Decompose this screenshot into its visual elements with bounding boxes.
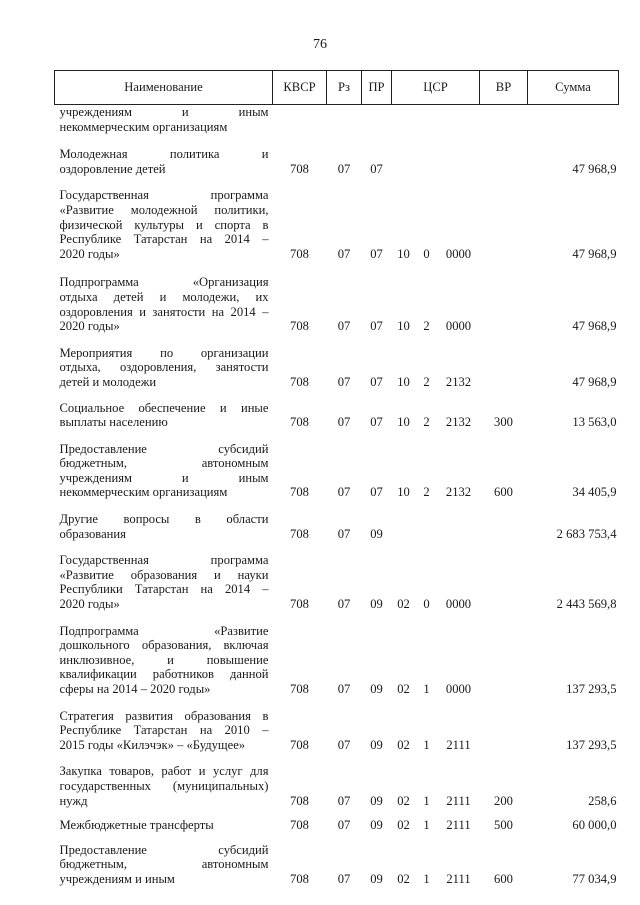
cell-rz: 07 xyxy=(337,682,351,696)
table-row xyxy=(55,105,619,138)
cell-csr-program: 02 xyxy=(397,737,410,752)
row-name-line: 2020 годы» xyxy=(59,597,120,612)
cell-csr-item: 0000 xyxy=(445,319,472,334)
cell-csr-program: 10 xyxy=(397,246,410,261)
row-name-line: 2020 годы» xyxy=(59,246,120,261)
cell-sum: 137 293,5 xyxy=(566,737,617,752)
cell-csr-subprogram: 0 xyxy=(423,246,430,261)
cell-csr-program: 02 xyxy=(397,597,410,612)
cell-rz: 07 xyxy=(337,415,351,430)
cell-rz: 07 xyxy=(337,793,351,808)
table-row xyxy=(55,264,619,336)
header-vr: ВР xyxy=(480,71,528,105)
table-row xyxy=(55,700,619,756)
row-name-line: некоммерческим организациям xyxy=(59,119,228,134)
cell-csr-subprogram: 2 xyxy=(423,319,430,334)
table-row xyxy=(55,337,619,393)
cell-csr-item xyxy=(438,137,480,179)
cell-csr-item: 0000 xyxy=(445,597,472,612)
cell-csr-subprogram: 2 xyxy=(423,415,430,430)
row-name-line: Социальное обеспечение и иные xyxy=(59,400,269,415)
cell-csr-item: 0000 xyxy=(445,246,472,261)
cell-csr-item: 2111 xyxy=(446,818,471,833)
row-name xyxy=(55,615,273,700)
header-sum: Сумма xyxy=(528,71,619,105)
row-name-line: Предоставление субсидий xyxy=(59,842,269,857)
table-row xyxy=(55,755,619,811)
cell-pr: 07 xyxy=(370,246,383,261)
cell-csr-item: 2111 xyxy=(446,737,471,752)
row-name-line: Подпрограмма «Развитие xyxy=(59,623,269,638)
table-row xyxy=(55,811,619,836)
cell-kvsr: 708 xyxy=(290,526,309,541)
cell-vr xyxy=(480,264,528,336)
row-name-line: бюджетным, автономным xyxy=(59,456,269,471)
cell-csr-item: 2132 xyxy=(445,485,472,500)
header-csr: ЦСР xyxy=(392,71,480,105)
cell-kvsr: 708 xyxy=(290,871,309,886)
cell-pr: 07 xyxy=(370,319,383,334)
cell-rz: 07 xyxy=(337,737,351,752)
cell-csr-program: 02 xyxy=(397,682,410,696)
cell-csr-subprogram: 0 xyxy=(423,597,430,612)
cell-rz: 07 xyxy=(337,485,351,500)
row-name-line: государственных (муниципальных) xyxy=(59,778,269,793)
row-name-line: оздоровления и занятости на 2014 – xyxy=(59,304,269,319)
row-name xyxy=(55,337,273,393)
cell-csr-subprogram: 1 xyxy=(423,793,430,808)
cell-vr: 600 xyxy=(494,485,513,500)
cell-vr: 200 xyxy=(494,793,513,808)
cell-csr-subprogram: 2 xyxy=(423,485,430,500)
cell-rz: 07 xyxy=(337,597,351,612)
cell-kvsr: 708 xyxy=(290,161,309,176)
cell-vr: 600 xyxy=(494,871,513,886)
row-name-line: отдыха детей и молодежи, их xyxy=(59,289,269,304)
cell-kvsr: 708 xyxy=(290,374,309,389)
table-row xyxy=(55,433,619,503)
cell-csr-item: 2132 xyxy=(445,374,472,389)
cell-vr xyxy=(480,337,528,393)
cell-vr xyxy=(480,137,528,179)
cell-csr-item: 2132 xyxy=(445,415,472,430)
row-name xyxy=(55,811,273,836)
row-name xyxy=(55,755,273,811)
row-name xyxy=(55,264,273,336)
row-name-line: учреждениям и иным xyxy=(59,470,269,485)
row-name-line: Межбюджетные трансферты xyxy=(59,818,214,833)
row-name-line: «Развитие образования и науки xyxy=(59,567,269,582)
cell-csr-program: 02 xyxy=(397,818,410,833)
cell-kvsr: 708 xyxy=(290,793,309,808)
cell-csr-item: 0000 xyxy=(445,682,472,696)
cell-kvsr: 708 xyxy=(290,682,309,696)
cell-csr-item: 2111 xyxy=(446,793,471,808)
row-name-line: нужд xyxy=(59,793,88,808)
row-name-line: некоммерческим организациям xyxy=(59,485,228,500)
header-pr: ПР xyxy=(362,71,392,105)
row-name xyxy=(55,544,273,614)
cell-vr: 500 xyxy=(494,818,513,833)
cell-kvsr xyxy=(273,105,327,138)
cell-csr-subprogram: 1 xyxy=(423,871,430,886)
row-name-line: квалификации работников данной xyxy=(59,667,269,682)
row-name-line: детей и молодежи xyxy=(59,374,157,389)
row-name-line: дошкольного образования, включая xyxy=(59,638,269,653)
table-header-row xyxy=(55,71,619,105)
row-name xyxy=(55,393,273,433)
cell-csr-program: 10 xyxy=(397,374,410,389)
table-body xyxy=(55,105,619,890)
cell-kvsr: 708 xyxy=(290,485,309,500)
table-row xyxy=(55,179,619,264)
row-name-line: «Развитие молодежной политики, xyxy=(59,202,269,217)
cell-csr-subprogram: 2 xyxy=(423,374,430,389)
cell-pr: 09 xyxy=(370,818,383,833)
cell-rz: 07 xyxy=(337,374,351,389)
cell-sum: 77 034,9 xyxy=(572,871,617,886)
cell-rz: 07 xyxy=(337,871,351,886)
row-name-line: Подпрограмма «Организация xyxy=(59,275,269,290)
row-name-line: 2020 годы» xyxy=(59,319,120,334)
cell-csr-program: 02 xyxy=(397,871,410,886)
row-name-line: Стратегия развития образования в xyxy=(59,708,269,723)
cell-pr: 07 xyxy=(370,161,383,176)
row-name-line: Другие вопросы в области xyxy=(59,512,269,527)
cell-csr-subprogram xyxy=(416,105,438,138)
cell-vr xyxy=(480,544,528,614)
cell-sum: 258,6 xyxy=(588,793,617,808)
row-name xyxy=(55,836,273,890)
cell-csr-program xyxy=(392,503,416,544)
row-name-line: оздоровление детей xyxy=(59,161,166,176)
cell-kvsr: 708 xyxy=(290,319,309,334)
cell-csr-program: 10 xyxy=(397,485,410,500)
table-row xyxy=(55,836,619,890)
header-kvsr: КВСР xyxy=(273,71,327,105)
table-row xyxy=(55,137,619,179)
cell-csr-item xyxy=(438,105,480,138)
row-name-line: сферы на 2014 – 2020 годы» xyxy=(59,682,211,696)
cell-pr: 07 xyxy=(370,485,383,500)
cell-sum: 60 000,0 xyxy=(572,818,617,833)
cell-csr-item: 2111 xyxy=(446,871,471,886)
table-row xyxy=(55,393,619,433)
cell-kvsr: 708 xyxy=(290,597,309,612)
table-row xyxy=(55,503,619,544)
cell-kvsr: 708 xyxy=(290,737,309,752)
cell-pr xyxy=(362,105,392,138)
table-row xyxy=(55,615,619,700)
cell-sum: 2 443 569,8 xyxy=(556,597,617,612)
cell-csr-program: 02 xyxy=(397,793,410,808)
cell-csr-program: 10 xyxy=(397,319,410,334)
row-name-line: Государственная программа xyxy=(59,553,269,568)
row-name xyxy=(55,503,273,544)
row-name xyxy=(55,700,273,756)
page-number: 76 xyxy=(313,37,327,52)
cell-sum: 47 968,9 xyxy=(572,374,617,389)
row-name-line: учреждениям и иным xyxy=(59,105,269,119)
row-name-line: образования xyxy=(59,526,126,541)
header-rz: Рз xyxy=(327,71,362,105)
cell-vr xyxy=(480,179,528,264)
cell-vr xyxy=(480,615,528,700)
row-name xyxy=(55,433,273,503)
row-name xyxy=(55,137,273,179)
cell-rz xyxy=(327,105,362,138)
cell-pr: 09 xyxy=(370,682,383,696)
row-name-line: инклюзивное, и повышение xyxy=(59,652,269,667)
cell-sum: 34 405,9 xyxy=(572,485,617,500)
row-name-line: выплаты населению xyxy=(59,415,168,430)
table-row xyxy=(55,544,619,614)
row-name-line: Республике Татарстан на 2010 – xyxy=(59,723,269,738)
cell-pr: 09 xyxy=(370,737,383,752)
cell-rz: 07 xyxy=(337,319,351,334)
row-name-line: учреждениям и иным xyxy=(59,871,175,886)
cell-csr-subprogram: 1 xyxy=(423,818,430,833)
cell-pr: 09 xyxy=(370,871,383,886)
cell-rz: 07 xyxy=(337,526,351,541)
cell-pr: 09 xyxy=(370,597,383,612)
row-name-line: бюджетным, автономным xyxy=(59,857,269,872)
cell-sum: 137 293,5 xyxy=(566,682,617,696)
cell-kvsr: 708 xyxy=(290,818,309,833)
cell-vr xyxy=(480,503,528,544)
cell-pr: 09 xyxy=(370,526,383,541)
row-name xyxy=(55,105,273,138)
row-name-line: отдыха, оздоровления, занятости xyxy=(59,360,269,375)
cell-pr: 07 xyxy=(370,415,383,430)
cell-rz: 07 xyxy=(337,246,351,261)
cell-sum: 47 968,9 xyxy=(572,246,617,261)
cell-kvsr: 708 xyxy=(290,415,309,430)
cell-csr-subprogram xyxy=(416,137,438,179)
cell-vr xyxy=(480,105,528,138)
cell-csr-item xyxy=(438,503,480,544)
cell-pr: 07 xyxy=(370,374,383,389)
row-name-line: Государственная программа xyxy=(59,188,269,203)
cell-sum: 13 563,0 xyxy=(572,415,617,430)
cell-pr: 09 xyxy=(370,793,383,808)
cell-csr-program xyxy=(392,105,416,138)
cell-csr-subprogram: 1 xyxy=(423,682,430,696)
budget-table xyxy=(54,70,619,890)
header-name: Наименование xyxy=(55,71,273,105)
row-name-line: Мероприятия по организации xyxy=(59,345,269,360)
cell-vr: 300 xyxy=(494,415,513,430)
cell-csr-subprogram: 1 xyxy=(423,737,430,752)
cell-sum: 47 968,9 xyxy=(572,319,617,334)
cell-csr-program: 10 xyxy=(397,415,410,430)
row-name-line: Республики Татарстан на 2014 – xyxy=(59,582,269,597)
cell-sum xyxy=(528,105,619,138)
row-name-line: Республике Татарстан на 2014 – xyxy=(59,232,269,247)
cell-sum: 47 968,9 xyxy=(572,161,617,176)
cell-kvsr: 708 xyxy=(290,246,309,261)
row-name-line: физической культуры и спорта в xyxy=(59,217,269,232)
cell-csr-subprogram xyxy=(416,503,438,544)
row-name-line: 2015 годы «Килэчэк» – «Будущее» xyxy=(59,737,246,752)
cell-rz: 07 xyxy=(337,818,351,833)
row-name xyxy=(55,179,273,264)
row-name-line: Закупка товаров, работ и услуг для xyxy=(59,764,269,779)
cell-rz: 07 xyxy=(337,161,351,176)
row-name-line: Предоставление субсидий xyxy=(59,441,269,456)
cell-csr-program xyxy=(392,137,416,179)
cell-sum: 2 683 753,4 xyxy=(556,526,617,541)
row-name-line: Молодежная политика и xyxy=(59,147,269,162)
cell-vr xyxy=(480,700,528,756)
